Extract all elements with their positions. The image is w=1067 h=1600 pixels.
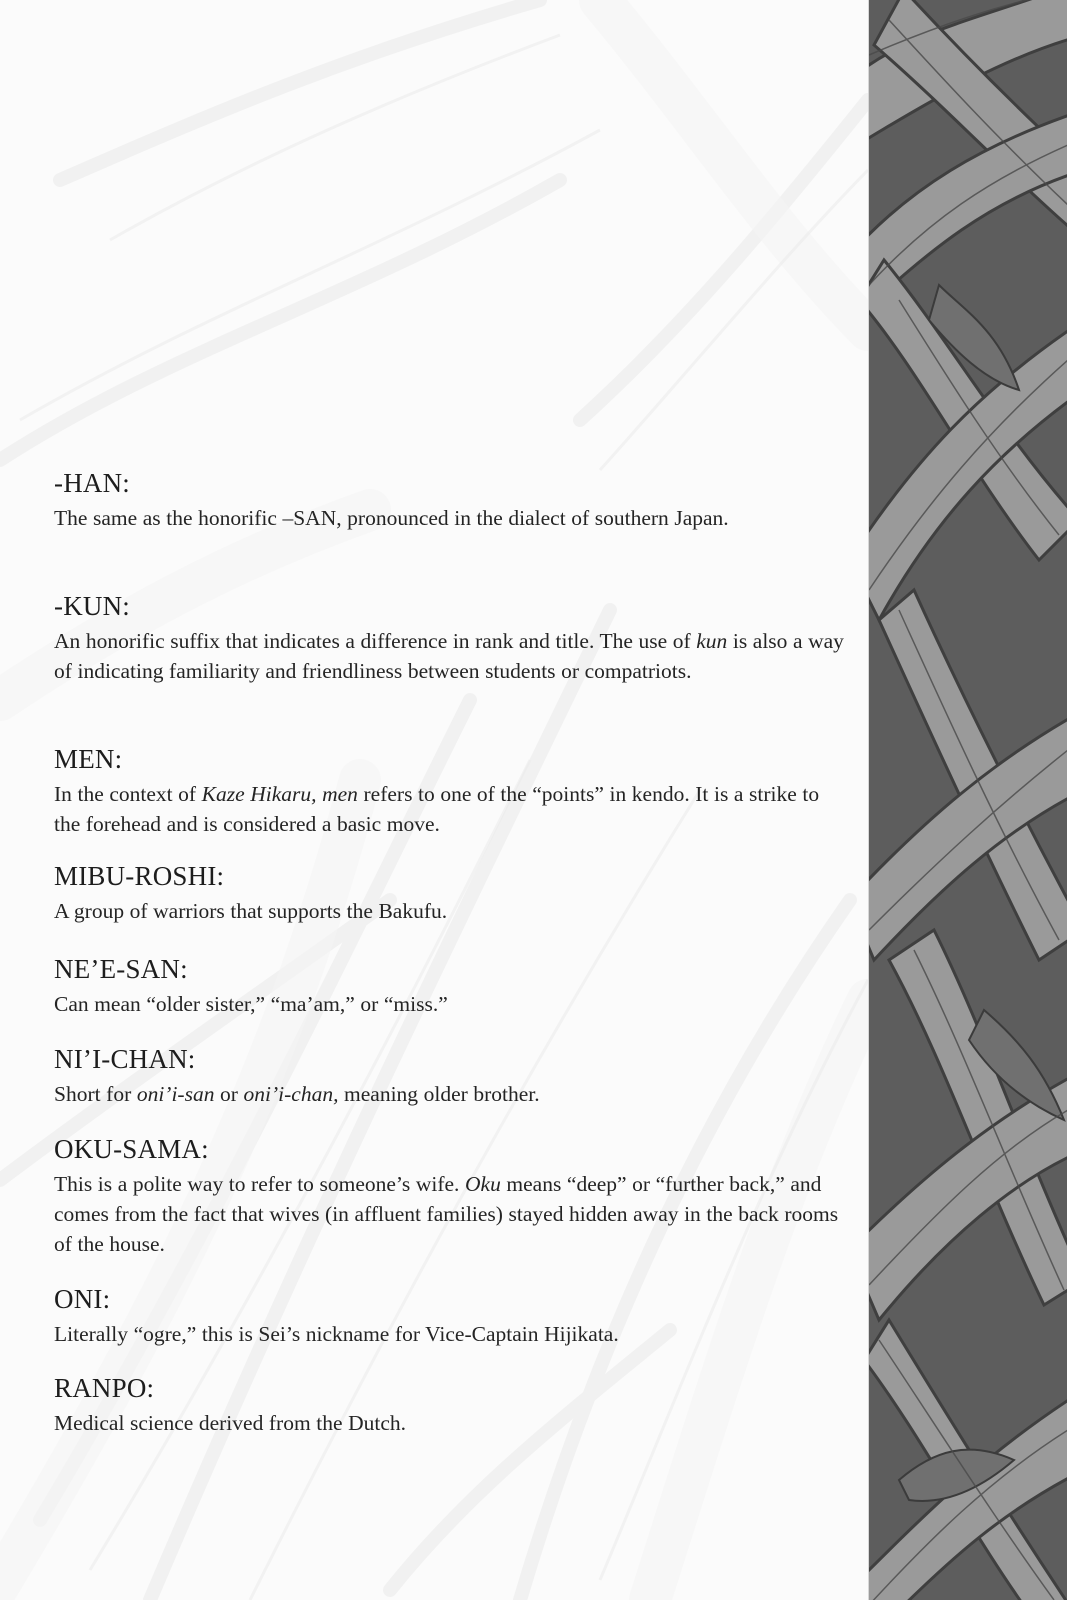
glossary-entry-mibu-roshi: [54, 839, 844, 926]
glossary-definition: Can mean “older sister,” “ma’am,” or “miss.”: [54, 992, 448, 1017]
definition-text: meaning older brother.: [338, 1082, 540, 1107]
glossary-entry-men: [54, 722, 844, 839]
decorative-leaf-band: [868, 0, 1067, 1600]
definition-text: Short for: [54, 1082, 137, 1107]
definition-text: means “deep” or “further back,” and comes from the fact that wives (in affluent families) stayed hidden away in the back rooms of the house.: [54, 1172, 839, 1257]
glossary-entry-oni: [54, 1262, 844, 1349]
glossary-entry-oku-sama: [54, 1112, 844, 1259]
definition-italic-text: Oku: [465, 1172, 501, 1197]
glossary-definition: Medical science derived from the Dutch.: [54, 1411, 407, 1436]
definition-italic-text: oni’i-chan,: [243, 1082, 339, 1107]
glossary-entry-ranpo: [54, 1351, 844, 1438]
glossary-term: RANPO:: [54, 1373, 155, 1404]
glossary-definition: The same as the honorific –SAN, pronounced in the dialect of southern Japan.: [54, 506, 729, 531]
glossary-definition: [54, 1169, 844, 1259]
leaf-pattern-illustration: [869, 0, 1067, 1600]
glossary-term: MIBU-ROSHI:: [54, 861, 225, 892]
definition-text: or: [214, 1082, 244, 1107]
glossary-definition: Literally “ogre,” this is Sei’s nickname for Vice-Captain Hijikata.: [54, 1322, 619, 1347]
definition-text: This is a polite way to refer to someone’s wife.: [54, 1172, 465, 1197]
definition-text: In the context of: [54, 782, 202, 807]
definition-italic-text: Kaze Hikaru, men: [201, 782, 358, 807]
definition-italic-text: kun: [696, 629, 728, 654]
definition-text: An honorific suffix that indicates a difference in rank and title. The use of: [54, 629, 697, 654]
glossary-entry-ni-i-chan: [54, 1022, 844, 1109]
glossary-term: ONI:: [54, 1284, 111, 1315]
glossary-term: -KUN:: [54, 591, 130, 622]
glossary-term: OKU-SAMA:: [54, 1134, 209, 1165]
glossary-entry-han: [54, 446, 844, 533]
glossary-entry-ne-e-san: [54, 932, 844, 1019]
definition-text: refers to one of the “points” in kendo. It is a strike to the forehead and is considered a basic move.: [54, 782, 820, 837]
glossary-definition: [54, 626, 844, 686]
glossary-entry-kun: [54, 569, 844, 686]
glossary-term: -HAN:: [54, 468, 130, 499]
definition-italic-text: oni’i-san: [136, 1082, 215, 1107]
glossary-term: NE’E-SAN:: [54, 954, 188, 985]
glossary-term: NI’I-CHAN:: [54, 1044, 196, 1075]
definition-text: is also a way of indicating familiarity and friendliness between students or compatriots.: [54, 629, 844, 684]
glossary-definition: A group of warriors that supports the Bakufu.: [54, 899, 448, 924]
glossary-term: MEN:: [54, 744, 123, 775]
glossary-definition: [54, 779, 844, 839]
glossary-definition: [54, 1079, 844, 1109]
